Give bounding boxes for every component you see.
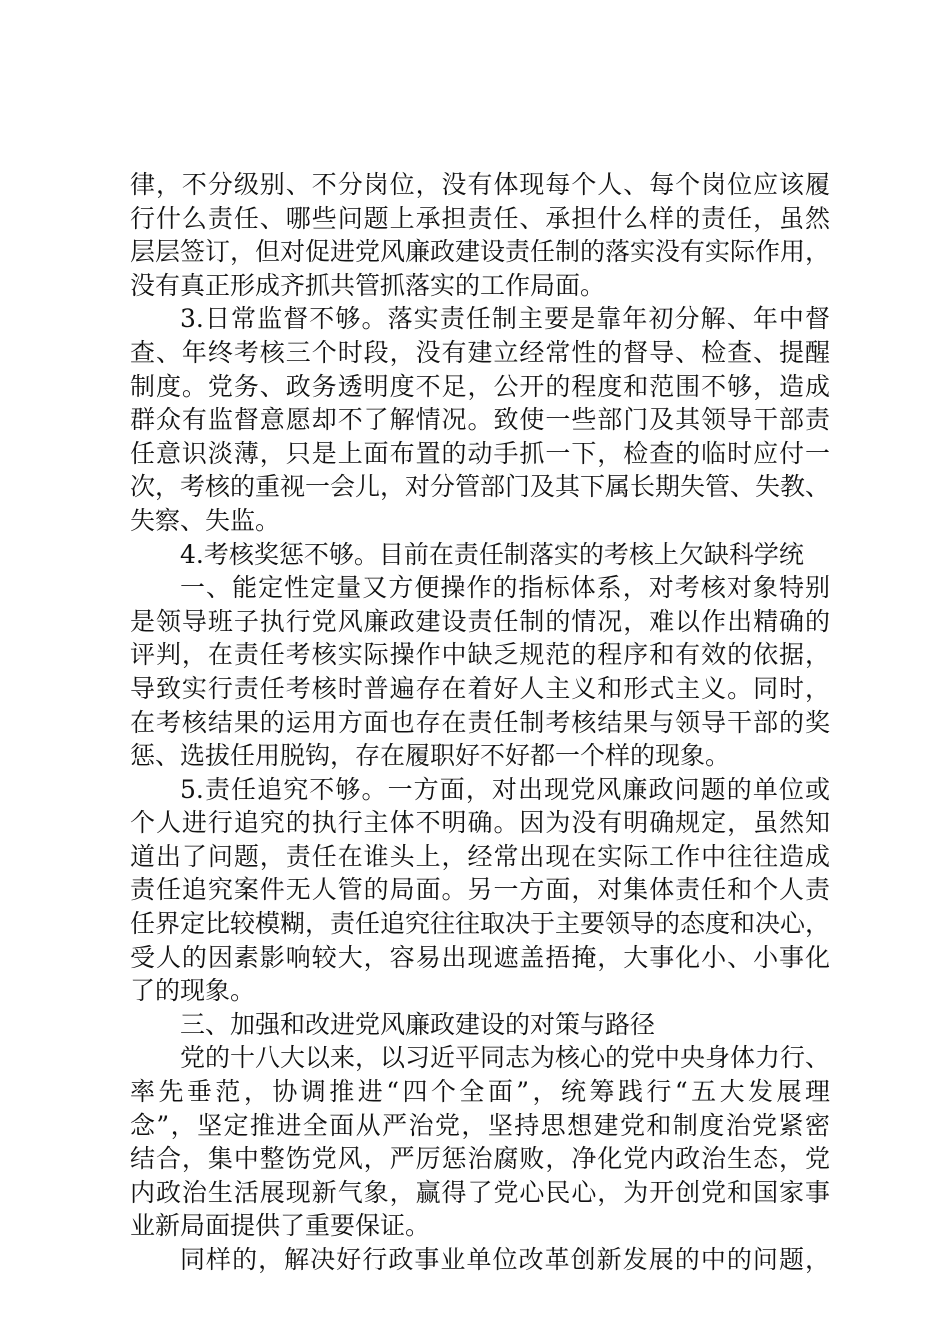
text-line: 个人进行追究的执行主体不明确。因为没有明确规定，虽然知 [130,808,830,838]
text-line: 次，考核的重视一会儿，对分管部门及其下属长期失管、失教、 [130,472,831,502]
text-line: 三、加强和改进党风廉政建设的对策与路径 [180,1009,656,1039]
text-line: 3.日常监督不够。落实责任制主要是靠年初分解、年中督 [180,304,830,334]
text-line: 行什么责任、哪些问题上承担责任、承担什么样的责任，虽然 [130,203,830,233]
text-line: 层层签订，但对促进党风廉政建设责任制的落实没有实际作用， [130,237,831,267]
text-line: 5.责任追究不够。一方面，对出现党风廉政问题的单位或 [180,774,830,804]
text-line: 了的现象。 [130,976,256,1006]
text-line: 受人的因素影响较大，容易出现遮盖捂掩，大事化小、小事化 [130,942,830,972]
text-line: 4.考核奖惩不够。目前在责任制落实的考核上欠缺科学统 [180,539,804,569]
text-line: 在考核结果的运用方面也存在责任制考核结果与领导干部的奖 [130,707,830,737]
text-line: 导致实行责任考核时普遍存在着好人主义和形式主义。同时， [130,673,830,703]
text-line: 群众有监督意愿却不了解情况。致使一些部门及其领导干部责 [130,405,830,435]
text-line: 是领导班子执行党风廉政建设责任制的情况，难以作出精确的 [130,606,830,636]
text-line: 结合，集中整饬党风，严厉惩治腐败，净化党内政治生态，党 [130,1144,830,1174]
body-text [130,168,830,1277]
text-line: 制度。党务、政务透明度不足，公开的程度和范围不够，造成 [130,371,830,401]
text-line: 率先垂范，协调推进“四个全面”，统筹践行“五大发展理 [130,1077,830,1107]
text-line: 评判，在责任考核实际操作中缺乏规范的程序和有效的依据， [130,640,830,670]
text-line: 惩、选拔任用脱钩，存在履职好不好都一个样的现象。 [130,741,731,771]
text-line: 失察、失监。 [130,505,281,535]
text-line: 念”，坚定推进全面从严治党，坚持思想建党和制度治党紧密 [130,1110,830,1140]
text-line: 业新局面提供了重要保证。 [130,1211,431,1241]
text-line: 任意识淡薄，只是上面布置的动手抓一下，检查的临时应付一 [130,438,830,468]
text-line: 没有真正形成齐抓共管抓落实的工作局面。 [130,270,606,300]
text-line: 律，不分级别、不分岗位，没有体现每个人、每个岗位应该履 [130,170,830,199]
text-line: 同样的，解决好行政事业单位改革创新发展的中的问题， [180,1245,830,1274]
text-line: 责任追究案件无人管的局面。另一方面，对集体责任和个人责 [130,875,830,905]
text-line: 一、能定性定量又方便操作的指标体系，对考核对象特别 [180,573,830,603]
text-line: 任界定比较模糊，责任追究往往取决于主要领导的态度和决心， [130,909,831,939]
text-line: 道出了问题，责任在谁头上，经常出现在实际工作中往往造成 [130,841,830,871]
text-line: 党的十八大以来，以习近平同志为核心的党中央身体力行、 [180,1043,831,1073]
text-line: 内政治生活展现新气象，赢得了党心民心，为开创党和国家事 [130,1177,830,1207]
text-line: 查、年终考核三个时段，没有建立经常性的督导、检查、提醒 [130,337,830,367]
